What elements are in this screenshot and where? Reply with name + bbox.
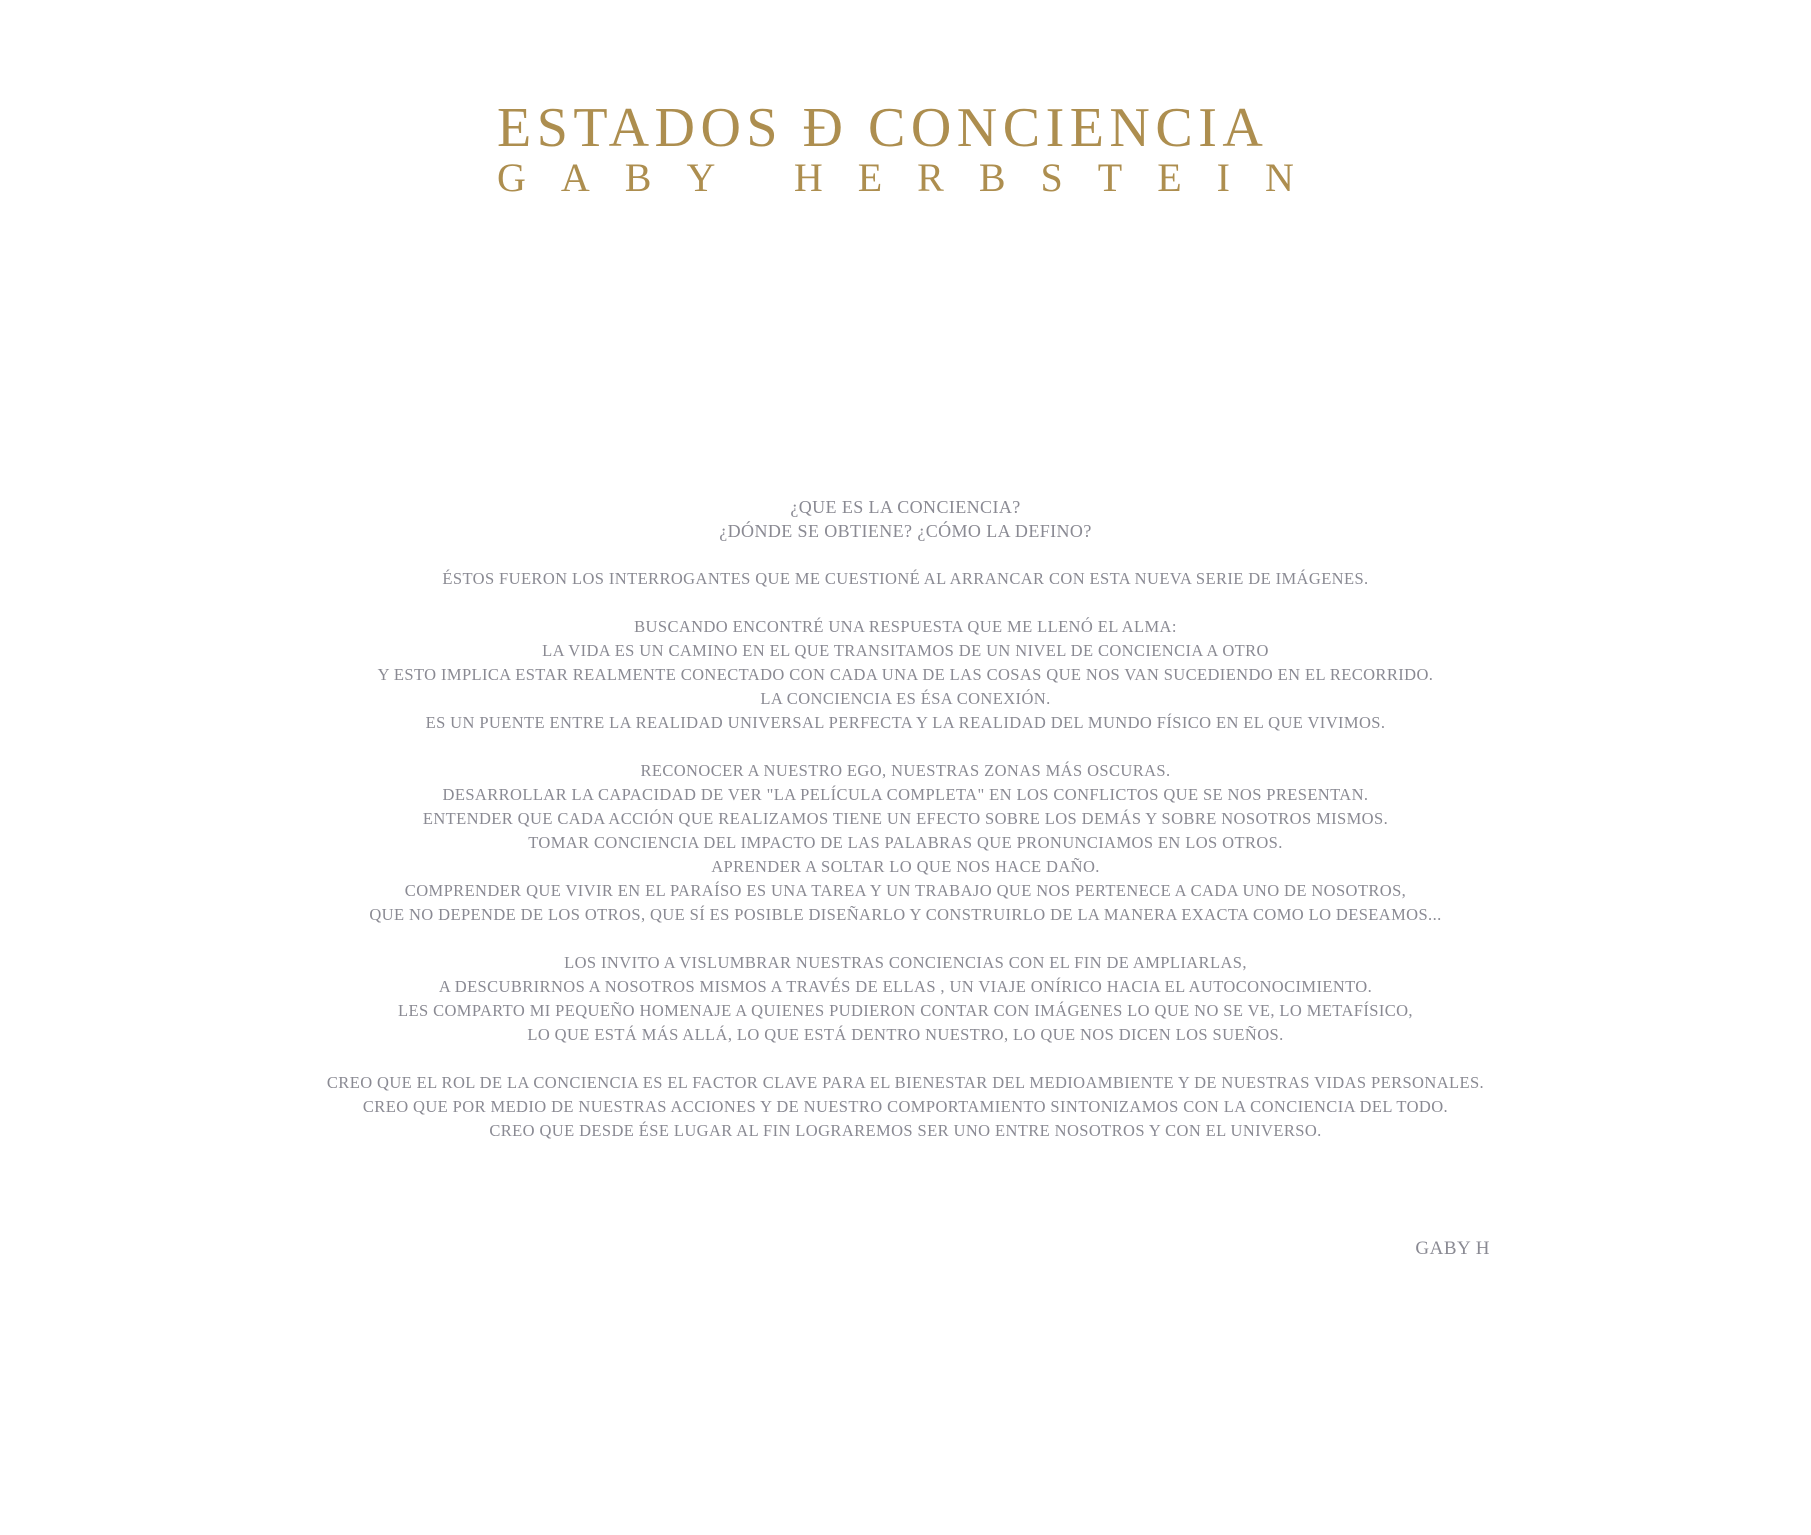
statement-line: LO QUE ESTÁ MÁS ALLÁ, LO QUE ESTÁ DENTRO NUESTRO, LO QUE NOS DICEN LOS SUEÑOS. [527,1025,1284,1044]
statement-line: LES COMPARTO MI PEQUEÑO HOMENAJE A QUIENES PUDIERON CONTAR CON IMÁGENES LO QUE NO SE VE, LO METAFÍSICO, [398,1001,1413,1020]
statement-line: ENTENDER QUE CADA ACCIÓN QUE REALIZAMOS TIENE UN EFECTO SOBRE LOS DEMÁS Y SOBRE NOSOTROS MISMOS. [422,809,1389,828]
author-name: GABY HERBSTEIN [497,155,1329,200]
statement-line: Y ESTO IMPLICA ESTAR REALMENTE CONECTADO CON CADA UNA DE LAS COSAS QUE NOS VAN SUCEDIENDO EN EL RECORRIDO. [377,665,1434,684]
artist-statement [0,495,1811,1167]
statement-line: A DESCUBRIRNOS A NOSOTROS MISMOS A TRAVÉS DE ELLAS , UN VIAJE ONÍRICO HACIA EL AUTOCONOCIMIENTO. [438,977,1373,996]
statement-line: BUSCANDO ENCONTRÉ UNA RESPUESTA QUE ME LLENÓ EL ALMA: [634,617,1177,636]
statement-line: LOS INVITO A VISLUMBRAR NUESTRAS CONCIENCIAS CON EL FIN DE AMPLIARLAS, [564,953,1247,972]
signature: GABY H [1415,1238,1490,1259]
statement-line: LA CONCIENCIA ES ÉSA CONEXIÓN. [760,689,1051,708]
statement-line: ¿DÓNDE SE OBTIENE? ¿CÓMO LA DEFINO? [719,521,1092,541]
statement-paragraph-reflections [0,759,1811,927]
statement-line: ¿QUE ES LA CONCIENCIA? [790,497,1021,517]
statement-line: DESARROLLAR LA CAPACIDAD DE VER "LA PELÍCULA COMPLETA" EN LOS CONFLICTOS QUE SE NOS PRESENTAN. [442,785,1369,804]
statement-line: RECONOCER A NUESTRO EGO, NUESTRAS ZONAS MÁS OSCURAS. [640,761,1171,780]
statement-line: TOMAR CONCIENCIA DEL IMPACTO DE LAS PALABRAS QUE PRONUNCIAMOS EN LOS OTROS. [528,833,1283,852]
title-block [497,97,1337,200]
page-title: ESTADOS Đ CONCIENCIA [497,97,1269,159]
statement-line: LA VIDA ES UN CAMINO EN EL QUE TRANSITAMOS DE UN NIVEL DE CONCIENCIA A OTRO [542,641,1269,660]
statement-paragraph-invitation [0,951,1811,1047]
statement-paragraph-questions [0,495,1811,543]
statement-line: ÉSTOS FUERON LOS INTERROGANTES QUE ME CUESTIONÉ AL ARRANCAR CON ESTA NUEVA SERIE DE IMÁGENES. [442,569,1369,588]
statement-line: COMPRENDER QUE VIVIR EN EL PARAÍSO ES UNA TAREA Y UN TRABAJO QUE NOS PERTENECE A CADA UNO DE NOSOTROS, [404,881,1407,900]
statement-line: ES UN PUENTE ENTRE LA REALIDAD UNIVERSAL PERFECTA Y LA REALIDAD DEL MUNDO FÍSICO EN EL QUE VIVIMOS. [425,713,1386,732]
statement-paragraph-beliefs [0,1071,1811,1143]
statement-line: APRENDER A SOLTAR LO QUE NOS HACE DAÑO. [711,857,1100,876]
statement-line: CREO QUE EL ROL DE LA CONCIENCIA ES EL FACTOR CLAVE PARA EL BIENESTAR DEL MEDIOAMBIENTE Y DE NUESTRAS VIDAS PERSONALES. [326,1073,1485,1092]
statement-line: CREO QUE DESDE ÉSE LUGAR AL FIN LOGRAREMOS SER UNO ENTRE NOSOTROS Y CON EL UNIVERSO. [489,1121,1322,1140]
statement-paragraph-answer [0,615,1811,735]
statement-paragraph-intro [0,567,1811,591]
statement-line: QUE NO DEPENDE DE LOS OTROS, QUE SÍ ES POSIBLE DISEÑARLO Y CONSTRUIRLO DE LA MANERA EXACTA COMO LO DESEAMOS... [369,905,1442,924]
statement-line: CREO QUE POR MEDIO DE NUESTRAS ACCIONES Y DE NUESTRO COMPORTAMIENTO SINTONIZAMOS CON LA CONCIENCIA DEL TODO. [362,1097,1449,1116]
